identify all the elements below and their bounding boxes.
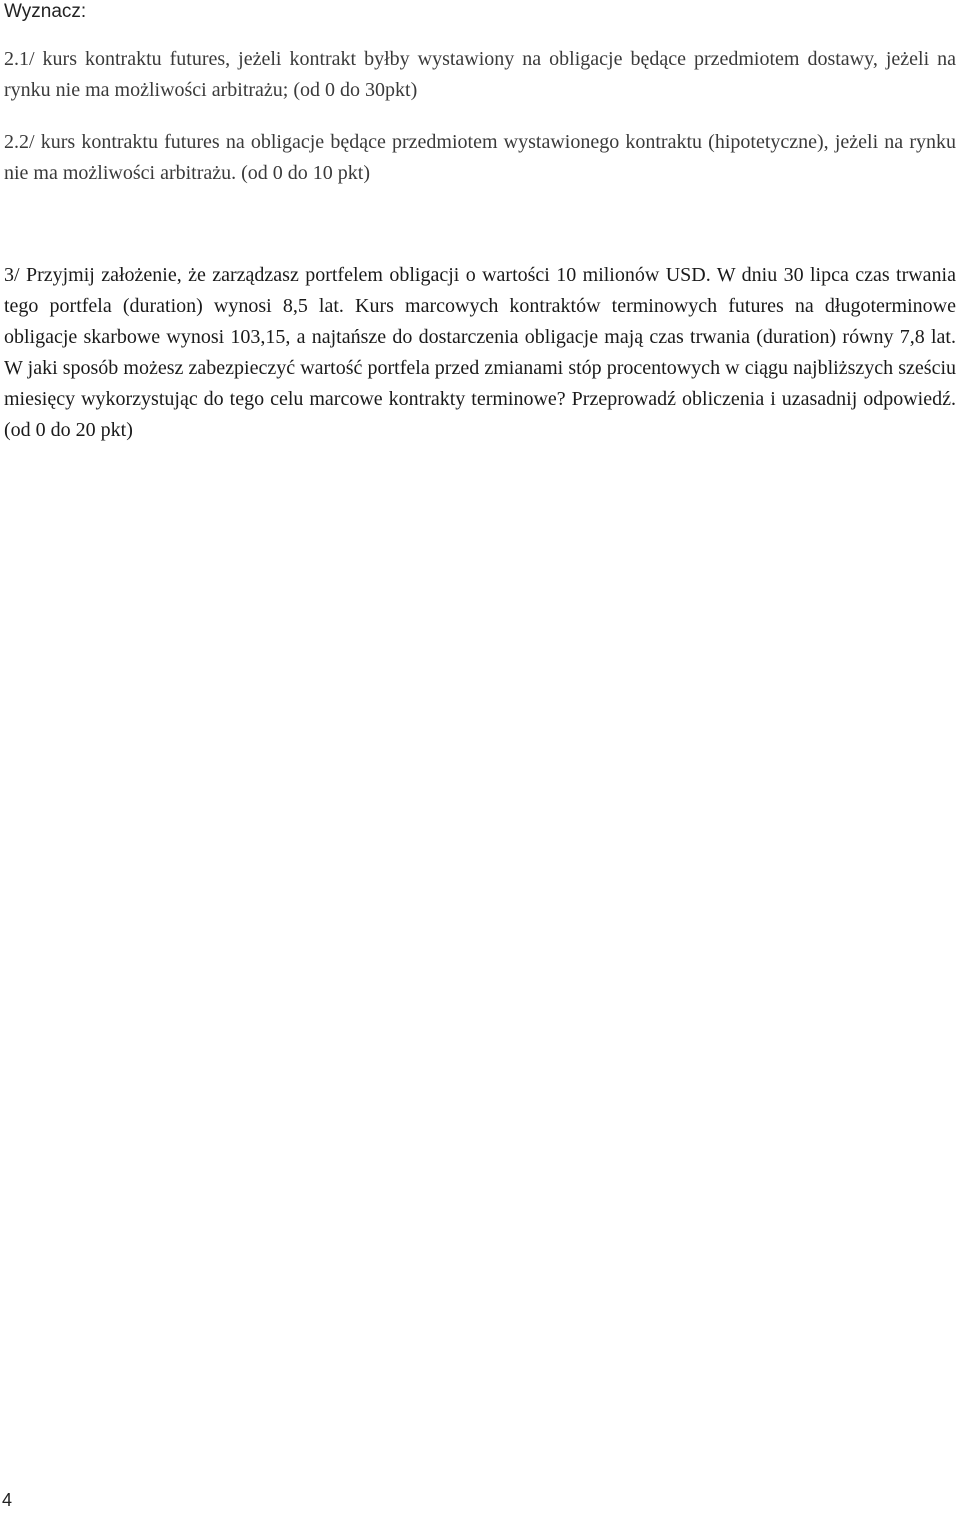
task-3-paragraph: 3/ Przyjmij założenie, że zarządzasz portfelem obligacji o wartości 10 milionów USD. W dniu 30 lipca czas trwania tego portfela (duration) wynosi 8,5 lat. Kurs marcowych kontraktów terminowych futures na długoterminowe obligacje skarbowe wynosi 103,15, a najtańsze do dostarczenia obligacje mają czas trwania (duration) równy 7,8 lat. W jaki sposób możesz zabezpieczyć wartość portfela przed zmianami stóp procentowych w ciągu najbliższych sześciu miesięcy wykorzystując do tego celu marcowe kontrakty terminowe? Przeprowadź obliczenia i uzasadnij odpowiedź. (od 0 do 20 pkt): [4, 264, 956, 441]
task-2-1-paragraph: 2.1/ kurs kontraktu futures, jeżeli kontrakt byłby wystawiony na obligacje będące przedmiotem dostawy, jeżeli na rynku nie ma możliwości arbitrażu; (od 0 do 30pkt): [4, 48, 956, 101]
page-number: 4: [2, 1490, 13, 1510]
section-heading: Wyznacz:: [4, 1, 87, 22]
task-2-2-paragraph: 2.2/ kurs kontraktu futures na obligacje będące przedmiotem wystawionego kontraktu (hipotetyczne), jeżeli na rynku nie ma możliwości arbitrażu. (od 0 do 10 pkt): [4, 131, 956, 184]
